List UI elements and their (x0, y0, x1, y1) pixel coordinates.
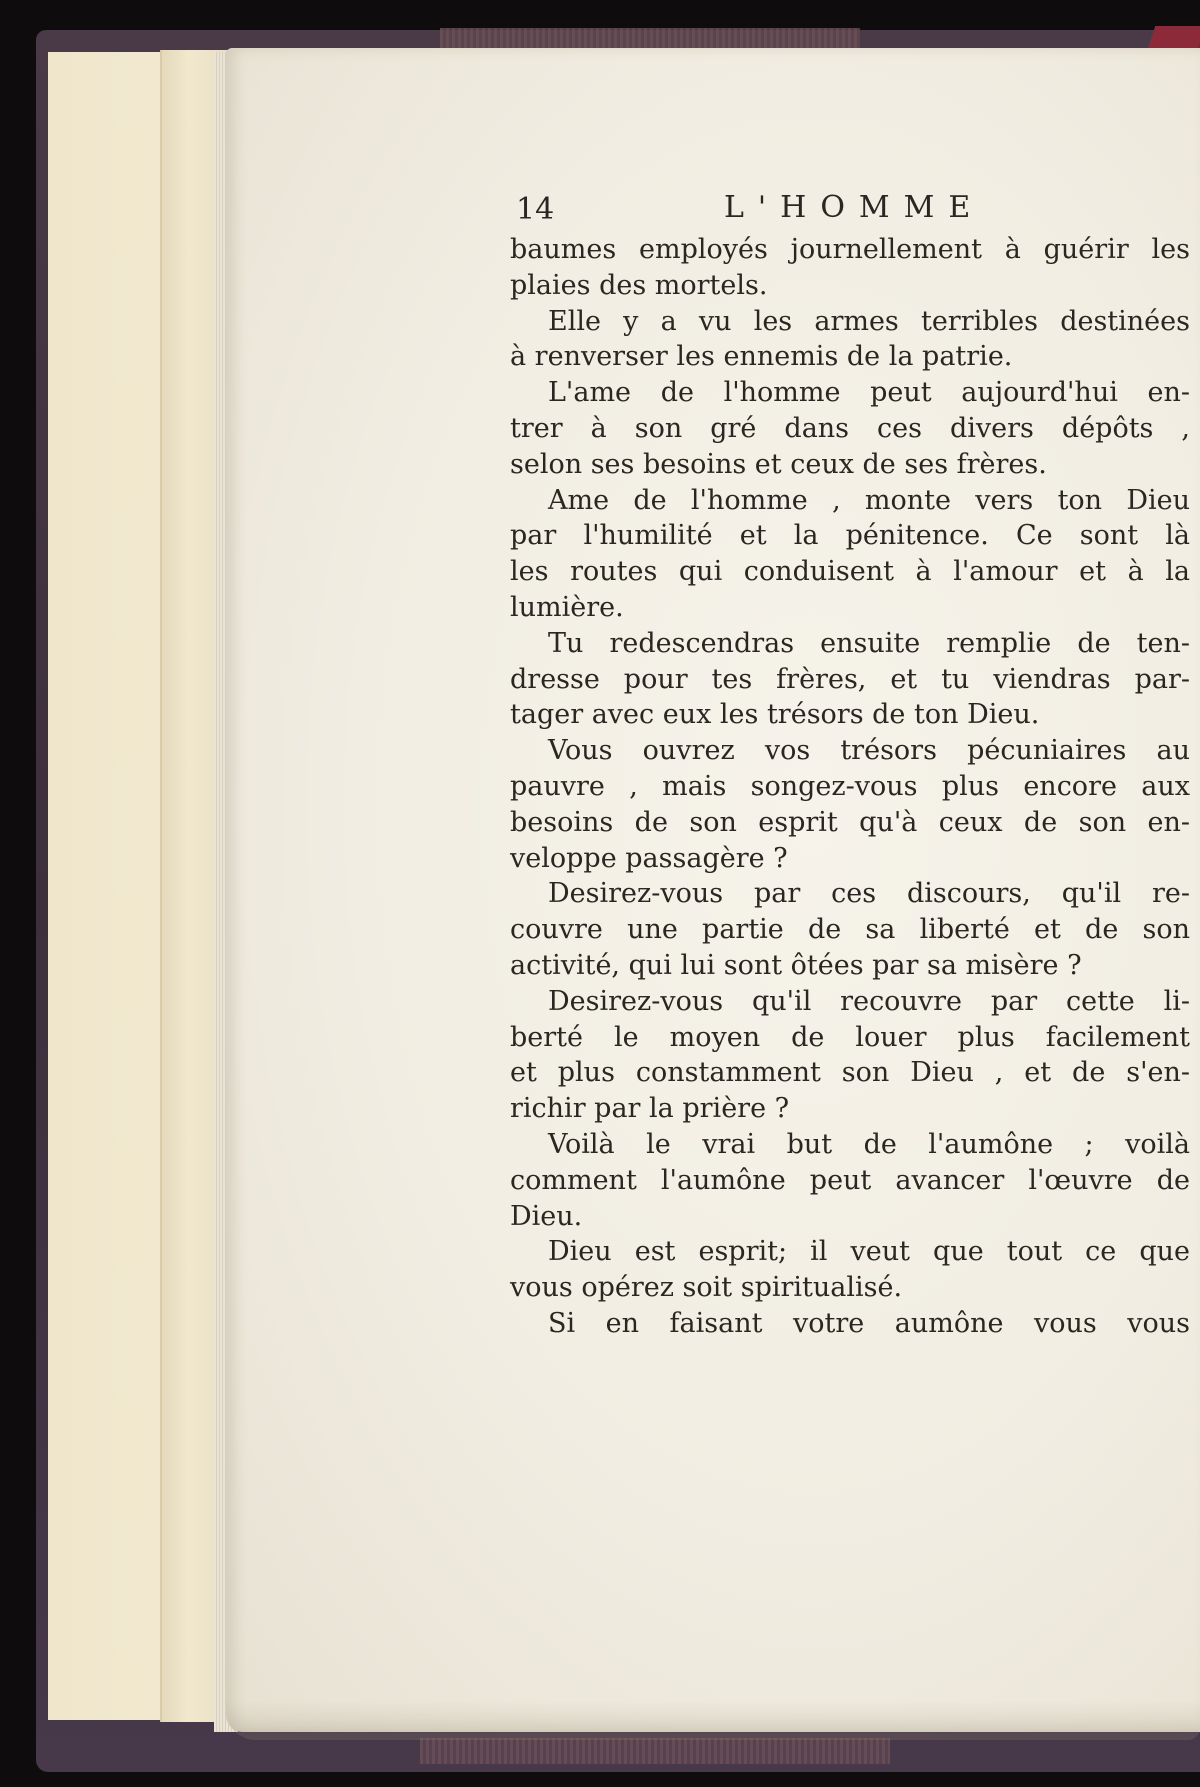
text-line: Si en faisant votre aumône vous vous (548, 1307, 1190, 1339)
text-line: Desirez-vous qu'il recouvre par cette li- (548, 985, 1190, 1017)
text-line: Vous ouvrez vos trésors pécuniaires au (548, 735, 1190, 767)
running-head (510, 186, 1190, 228)
page-text-block (510, 186, 1190, 1342)
text-line: Voilà le vrai but de l'aumône ; voilà (548, 1128, 1190, 1160)
text-line: pauvre , mais songez-vous plus encore aux (510, 770, 1190, 802)
text-line: à renverser les ennemis de la patrie. (510, 341, 1013, 373)
text-line: plaies des mortels. (510, 269, 768, 301)
text-line: activité, qui lui sont ôtées par sa misère ? (510, 949, 1082, 981)
text-line: Ame de l'homme , monte vers ton Dieu (548, 484, 1190, 516)
text-line: baumes employés journellement à guérir les (510, 234, 1190, 265)
text-line: Tu redescendras ensuite remplie de ten- (548, 627, 1190, 659)
text-line: lumière. (510, 591, 624, 623)
text-line: Elle y a vu les armes terribles destinées (548, 305, 1190, 337)
page-number: 14 (516, 192, 555, 227)
text-line: besoins de son esprit qu'à ceux de son en- (510, 806, 1190, 838)
text-line: L'ame de l'homme peut aujourd'hui en- (548, 377, 1190, 409)
text-line: richir par la prière ? (510, 1093, 790, 1125)
text-line: berté le moyen de louer plus facilement (510, 1021, 1190, 1053)
text-line: couvre une partie de sa liberté et de son (510, 914, 1190, 946)
text-line: les routes qui conduisent à l'amour et à la (510, 556, 1190, 588)
body-text (510, 232, 1190, 1342)
text-line: et plus constamment son Dieu , et de s'en- (510, 1057, 1190, 1089)
text-line: Desirez-vous par ces discours, qu'il re- (548, 878, 1190, 910)
text-line: selon ses besoins et ceux de ses frères. (510, 448, 1047, 480)
page-curl-shadow (226, 1700, 1200, 1740)
cover-cloth-bottom (420, 1738, 890, 1764)
running-title: L'HOMME (724, 190, 985, 225)
text-line: Dieu est esprit; il veut que tout ce que (548, 1236, 1190, 1268)
text-line: trer à son gré dans ces divers dépôts , (510, 412, 1190, 444)
text-line: Dieu. (510, 1200, 583, 1232)
text-line: tager avec eux les trésors de ton Dieu. (510, 699, 1040, 731)
text-line: comment l'aumône peut avancer l'œuvre de (510, 1164, 1190, 1196)
text-line: par l'humilité et la pénitence. Ce sont là (510, 520, 1190, 552)
text-line: veloppe passagère ? (510, 842, 788, 874)
text-line: dresse pour tes frères, et tu viendras par- (510, 663, 1190, 695)
text-line: vous opérez soit spiritualisé. (510, 1272, 903, 1304)
